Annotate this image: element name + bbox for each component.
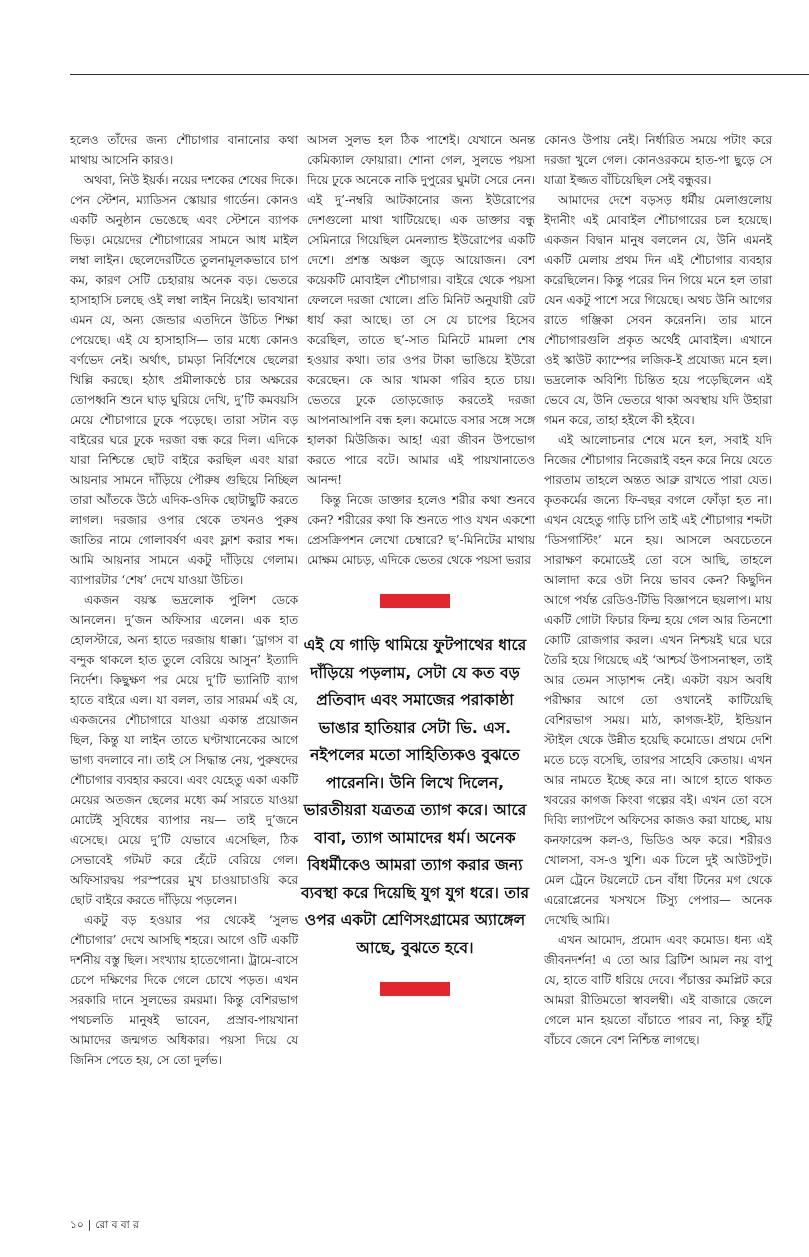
paragraph: আমাদের দেশে বড়সড় ধর্মীয় মেলাগুলোয় ইদানীং এই মোবাইল শৌচাগারের চল হয়েছে। একজন বিদ্বান মানুষ বললেন যে, উনি এমনই একটি মেলায় প্রথম দিন এই শৌচাগার ব্যবহার করেছিলেন। কিন্তু পরের দিন গিয়ে মনে হল তারা যেন একটু পাশে সরে গিয়েছে। অথচ উনি আগের রাতে গঞ্জিকা সেবন করেননি। তার মানে শৌচাগারগুলি প্রকৃত অর্থেই মোবাইল। এখানে ওই স্কাউট ক্যাম্পের লজিক-ই প্রযোজ্য মনে হল। ভদ্রলোক অবিশ্যি চিন্তিত হয়ে পড়েছিলেন এই ভেবে যে, উনি ভেতরে থাকা অবস্থায় যদি উহারা গমন করে, তাহা হইলে কী হইবে। bbox=[544, 193, 772, 427]
paragraph: হলেও তাঁদের জন্য শৌচাগার বানানোর কথা মাথায় আসেনি কারও। bbox=[70, 133, 298, 167]
paragraph: আসল সুলভ হল ঠিক পাশেই। যেখানে অনন্ত কেমিক্যাল ফোয়ারা। শোনা গেল, সুলভে পয়সা দিয়ে ঢুকে অনেকে নাকি দুপুরের ঘুমটা সেরে নেন। এই দু’-নম্বরি আটকানোর জন্য ইউরোপের দেশগুলো মাথা খাটিয়েছে। এক ডাক্তার বন্ধু সেমিনারে গিয়েছিল মেনল্যান্ড ইউরোপের একটি দেশে। প্রশস্ত অঞ্চল জুড়ে আয়োজন। বেশ কয়েকটি মোবাইল শৌচাগার। বাইরে থেকে পয়সা ফেললে দরজা খোলে। প্রতি মিনিট অনুযায়ী রেট ধার্য করা আছে। তা সে যে চাপের হিসেব করেছিল, তাতে ছ’-সাত মিনিটে মামলা শেষ হওয়ার কথা। তার ওপর টাকা ভাঙিয়ে ইউরো করেছেন। কে আর খামকা গরিব হতে চায়। ভেতরে ঢুকে তোড়জোড় করতেই দরজা আপনাআপনি বন্ধ হল। কমোডে বসার সঙ্গে সঙ্গে হালকা মিউজিক। আহ! এরা জীবন উপভোগ করতে পারে বটে। আমার এই পায়খানাতেও আনন্দ! bbox=[307, 133, 535, 487]
paragraph: একজন বয়স্ক ভদ্রলোক পুলিশ ডেকে আনলেন। দু’জন অফিসার এলেন। এক হাত হোলস্টারে, অন্য হাতে দরজায় ধাক্কা। ‘ড্রাগস বা বন্দুক থাকলে হাত তুলে বেরিয়ে আসুন’ ইত্যাদি নির্দেশ। কিছুক্ষণ পর মেয়ে দু’টি ভ্যানিটি ব্যাগ হাতে বাইরে এল। যা বলল, তার সারমর্ম এই যে, একজনের শৌচাগারে যাওয়া একান্ত প্রয়োজন ছিল, কিন্তু যা লাইন তাতে ঘণ্টাখানেকের আগে ভাগ্য বদলাবে না। তাই সে সিদ্ধান্ত নেয়, পুরুষদের শৌচাগার ব্যবহার করবে। এবং যেহেতু একা একটি মেয়ের অতজন ছেলের মধ্যে কর্ম সারতে যাওয়া মোটেই সুবিধের ব্যাপার নয়— তাই দু’জনে এসেছে। মেয়ে দু’টি যেভাবে এসেছিল, ঠিক সেভাবেই গটমট করে হেঁটে বেরিয়ে গেল। অফিসারদ্বয় পরস্পরের মুখ চাওয়াচাওয়ি করে ছোট বাইরে করতে দাঁড়িয়ে পড়লেন। bbox=[70, 593, 298, 907]
article-column-2 bbox=[307, 130, 535, 600]
folio-separator: | bbox=[87, 1219, 92, 1231]
paragraph: কিন্তু নিজে ডাক্তার হলেও শরীর কথা শুনবে কেন? শরীরের কথা কি শুনতে পাও যখন একশো প্রেসক্রিপশন লেখো চেম্বারে? ছ’-মিনিটের মাথায় মোক্ষম মোচড়, এদিকে ভেতর থেকে পয়সা ভরার bbox=[307, 493, 535, 567]
paragraph: এখন আমোদ, প্রমোদ এবং কমোড। ধন্য এই জীবনদর্শন! এ তো আর ব্রিটিশ আমল নয় বাপু যে, হাতে বাটি ধরিয়ে দেবে। পঁচাত্তর কমপ্লিট করে আমরা রীতিমতো স্বাবলম্বী। এই বাজারে জেলে গেলে মান হয়তো বাঁচাতে পারব না, কিন্তু হাঁটু বাঁচবে জেনে বেশ নিশ্চিন্ত লাগছে। bbox=[544, 933, 772, 1047]
paragraph: এই আলোচনার শেষে মনে হল, সবাই যদি নিজের শৌচাগার নিজেরাই বহন করে নিয়ে যেতে পারতাম তাহলে অন্তত আব্রু রাখতে পারা যেত। কৃতকর্মের জন্যে ফি-বছর বগলে ফোঁড়া হত না। এখন যেহেতু গাড়ি চাপি তাই এই শৌচাগার শব্দটা ‘ডিসগাস্টিং’ মনে হয়। আসলে অবচেতনে সারাক্ষণ কমোডেই তো বসে আছি, তাহলে আলাদা করে ওটা নিয়ে ভাবব কেন? কিছুদিন আগে পর্যন্ত রেডিও-টিভি বিজ্ঞাপনে ছয়লাপ। মায় একটি গোটা ফিচার ফিল্ম হয়ে গেল আর তিনশো কোটি রোজগার করল। এখন নিশ্চয়ই ঘরে ঘরে তৈরি হয়ে গিয়েছে এই ‘আশ্চর্য উপাসনাস্থল, তাই আর তেমন সাড়াশব্দ নেই। একটা বয়স অবধি পরীক্ষার আগে তো ওখানেই কাটিয়েছি বেশিরভাগ সময়। মাঠ, কাগজ-ইট, ইন্ডিয়ান স্টাইল থেকে উন্নীত হয়েছি কমোডে। প্রথমে দেশি মতে চড়ে বসেছি, তারপর সাহেবি কেতায়। এখন আর নামতে ইচ্ছে করে না। আগে হাতে থাকত খবরের কাগজ কিংবা গল্পের বই। এখন তো বসে দিব্যি ল্যাপটপে অফিসের কাজও করা যাচ্ছে, মায় কনফারেন্স কল-ও, ভিডিও অফ করে। শরীরও খোলসা, বস-ও খুশি। এক ঢিলে দুই আউটপুট। মেল ট্রেনে টয়লেটে চেন বাঁধা টিনের মগ থেকে এরোপ্লেনের খসখসে টিস্যু পেপার— অনেক দেখেছি আমি। bbox=[544, 433, 772, 927]
article-column-3 bbox=[544, 130, 772, 1210]
paragraph: একটু বড় হওয়ার পর থেকেই ‘সুলভ শৌচাগার’ দেখে আসছি শহরে। আগে ওটি একটি দর্শনীয় বস্তু ছিল। সংখ্যায় হাতেগোনা। ট্রামে-বাসে চেপে দক্ষিণের দিকে গেলে চোখে পড়ত। এখন সরকারি দানে সুলভের রমরমা। কিন্তু বেশিরভাগ পথচলতি মানুষই ভাবেন, প্রস্রাব-পায়খানা আমাদের জন্মগত অধিকার। পয়সা দিয়ে যে জিনিস পেতে হয়, সে তো দুর্লভ। bbox=[70, 913, 298, 1067]
page-folio bbox=[70, 1218, 139, 1235]
top-rule bbox=[70, 74, 809, 75]
section-name: রো ব বা র bbox=[95, 1219, 139, 1231]
pull-quote-text: এই যে গাড়ি থামিয়ে ফুটপাথের ধারে দাঁড়িয়ে পড়লাম, সেটা যে কত বড় প্রতিবাদ এবং সমাজের পরাকাষ্ঠা ভাঙার হাতিয়ার সেটা ভি. এস. নইপলের মতো সাহিত্যিকও বুঝতে পারেননি। উনি লিখে দিলেন, ভারতীয়রা যত্রতত্র ত্যাগ করে। আরে বাবা, ত্যাগ আমাদের ধর্ম। অনেক বিধর্মীকেও আমরা ত্যাগ করার জন্য ব্যবস্থা করে দিয়েছি যুগ যুগ ধরে। তার ওপর একটা শ্রেণিসংগ্রামের অ্যাঙ্গেল আছে, বুঝতে হবে। bbox=[300, 636, 530, 957]
article-column-1 bbox=[70, 130, 298, 1210]
pull-quote-bottom-bar bbox=[380, 982, 450, 996]
page-number: ১০ bbox=[70, 1219, 84, 1231]
pull-quote bbox=[300, 594, 530, 996]
pull-quote-top-bar bbox=[380, 594, 450, 608]
paragraph: অথবা, নিউ ইয়র্ক। নয়ের দশকের শেষের দিকে। পেন স্টেশন, ম্যাডিসন স্কোয়ার গার্ডেন। কোনও একটি অনুষ্ঠান ভেঙেছে এবং স্টেশনে ব্যাপক ভিড়। মেয়েদের শৌচাগারের সামনে আধ মাইল লম্বা লাইন। ছেলেদেরটিতে তুলনামূলকভাবে চাপ কম, কারণ সেটি চেহারায় অনেক বড়। ভেতরে হাসাহাসি চলছে ওই লম্বা লাইন নিয়েই। ভাবখানা এমন যে, অন্য জেন্ডার এতদিনে উচিত শিক্ষা পেয়েছে। এই যে হাসাহাসি— তার মধ্যে কোনও বর্ণভেদ নেই। অর্থাৎ, চামড়া নির্বিশেষে ছেলেরা খিল্লি করছে। হঠাৎ প্রমীলাকণ্ঠে চার অক্ষরের তোপধ্বনি শুনে ঘাড় ঘুরিয়ে দেখি, দু’টি কমবয়সি মেয়ে শৌচাগারে ঢুকে পড়েছে। তারা সটান বড় বাইরের ঘরে ঢুকে দরজা বন্ধ করে দিল। এদিকে যারা নিশ্চিন্তে ছোট বাইরে করছিল এবং যারা আয়নার সামনে দাঁড়িয়ে পৌরুষ গুছিয়ে নিচ্ছিল তারা আঁতকে উঠে এদিক-ওদিক ছোটাছুটি করতে লাগল। দরজার ওপার থেকে তখনও পুরুষ জাতির নামে গোলাবর্ষণ এবং ফ্লাশ করার শব্দ। আমি আয়নার সামনে একটু দাঁড়িয়ে গেলাম। ব্যাপারটার ‘শেষ’ দেখে যাওয়া উচিত। bbox=[70, 173, 298, 587]
paragraph: কোনও উপায় নেই। নির্ধারিত সময়ে পটাং করে দরজা খুলে গেল। কোনওরকমে হাত-পা ছুড়ে সে যাত্রা ইজ্জত বাঁচিয়েছিল সেই বন্ধুবর। bbox=[544, 133, 772, 187]
